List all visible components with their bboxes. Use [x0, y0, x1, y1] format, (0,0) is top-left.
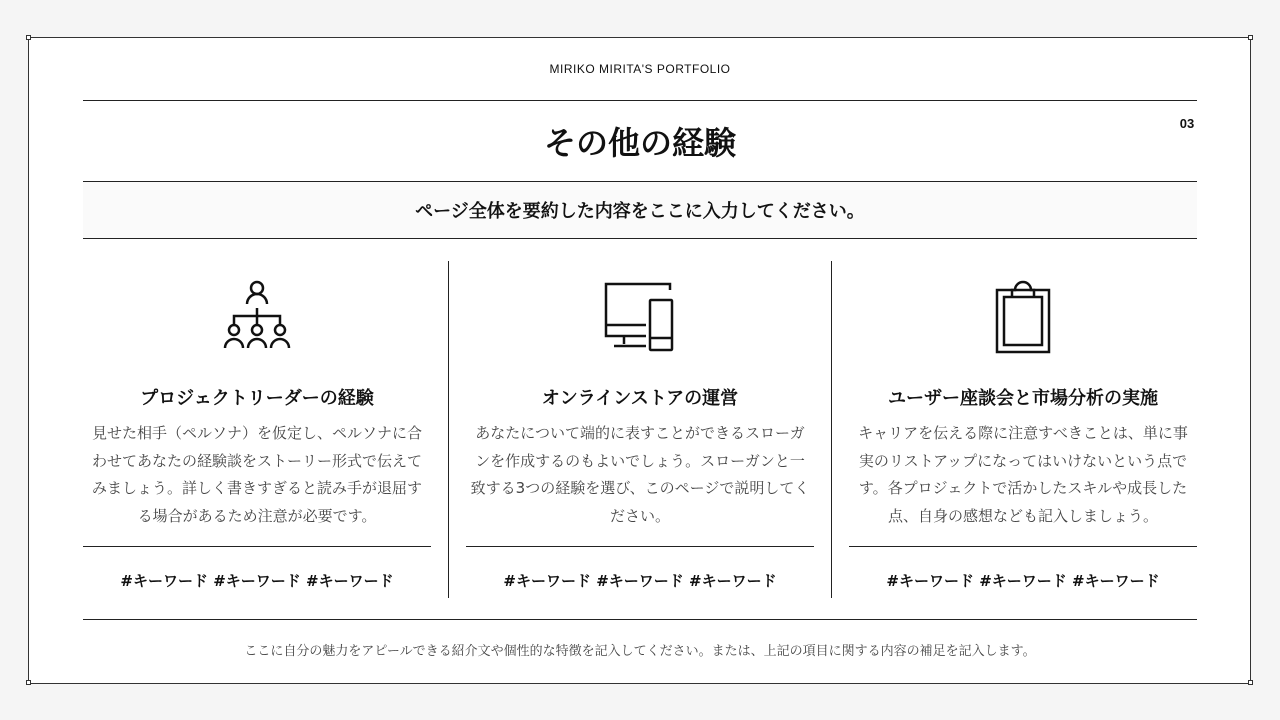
experience-card-3	[849, 262, 1197, 598]
card-heading: オンラインストアの運営	[541, 388, 739, 409]
page-number: 03	[1179, 116, 1195, 131]
card-body: 見せた相手（ペルソナ）を仮定し、ペルソナに合わせてあなたの経験談をストーリー形式で伝えてみましょう。詳しく書きすぎると読み手が退屈する場合があるため注意が必要です。	[91, 424, 422, 525]
page-title: その他の経験	[543, 124, 736, 162]
corner-handle	[26, 680, 31, 685]
corner-handle	[26, 35, 31, 40]
divider	[83, 619, 1197, 620]
divider	[83, 238, 1197, 239]
card-keywords: #キーワード #キーワード #キーワード	[886, 572, 1160, 590]
card-body: あなたについて端的に表すことができるスローガンを作成するのもよいでしょう。スローガンと一致する3つの経験を選び、このページで説明してください。	[470, 424, 810, 525]
devices-icon	[600, 278, 680, 354]
divider	[849, 546, 1197, 547]
card-keywords: #キーワード #キーワード #キーワード	[120, 572, 394, 590]
card-heading: プロジェクトリーダーの経験	[140, 388, 374, 409]
footer-note: ここに自分の魅力をアピールできる紹介文や個性的な特徴を記入してください。または、上記の項目に関する内容の補足を記入します。	[244, 644, 1036, 659]
experience-card-1	[83, 262, 431, 598]
card-keywords: #キーワード #キーワード #キーワード	[503, 572, 777, 590]
summary-text: ページ全体を要約した内容をここに入力してください。	[83, 182, 1197, 238]
divider	[83, 100, 1197, 101]
divider	[83, 546, 431, 547]
column-divider	[831, 261, 832, 598]
corner-handle	[1248, 35, 1253, 40]
divider	[466, 546, 814, 547]
card-heading: ユーザー座談会と市場分析の実施	[888, 388, 1158, 409]
experience-card-2	[466, 262, 814, 598]
corner-handle	[1248, 680, 1253, 685]
portfolio-brand: MIRIKO MIRITA'S PORTFOLIO	[549, 62, 731, 76]
column-divider	[448, 261, 449, 598]
org-chart-icon	[217, 278, 297, 354]
clipboard-icon	[983, 278, 1063, 354]
card-body: キャリアを伝える際に注意すべきことは、単に事実のリストアップになってはいけないという点です。各プロジェクトで活かしたスキルや成長した点、自身の感想なども記入しましょう。	[858, 424, 1188, 525]
